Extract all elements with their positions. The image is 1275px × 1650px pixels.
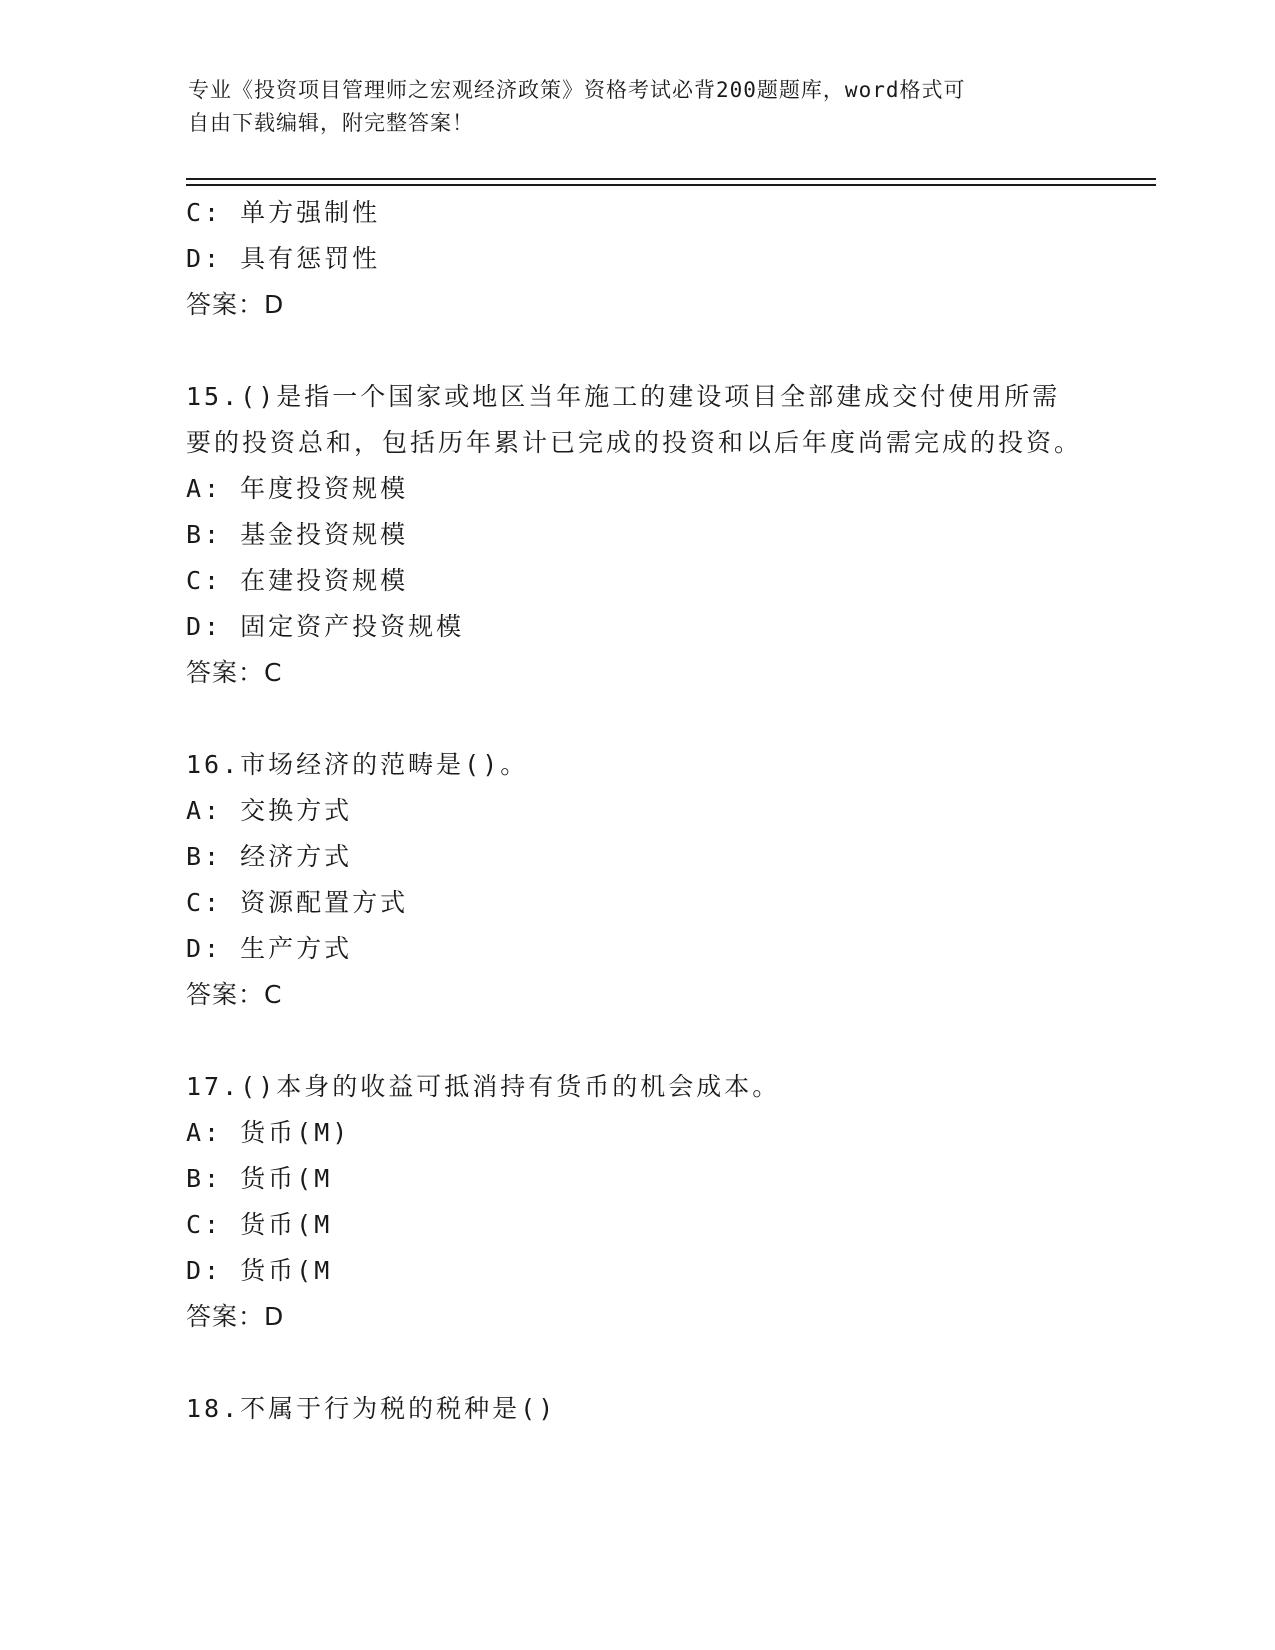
option-c: C: 在建投资规模 (186, 566, 409, 595)
option-d: D: 货币(M (186, 1256, 333, 1285)
option-b: B: 货币(M (186, 1164, 333, 1193)
option-d: D: 具有惩罚性 (186, 244, 381, 273)
option-a: A: 年度投资规模 (186, 474, 409, 503)
option-d: D: 生产方式 (186, 934, 353, 963)
page-header (188, 74, 1078, 140)
option-d: D: 固定资产投资规模 (186, 612, 465, 641)
question-18 (186, 1386, 1086, 1432)
option-c: C: 货币(M (186, 1210, 333, 1239)
header-line-1: 专业《投资项目管理师之宏观经济政策》资格考试必背200题题库，word格式可 (188, 78, 966, 102)
question-text: 17.()本身的收益可抵消持有货币的机会成本。 (186, 1072, 781, 1101)
page-content (186, 190, 1086, 1432)
header-line-2: 自由下载编辑，附完整答案！ (188, 111, 474, 135)
question-text: 18.不属于行为税的税种是() (186, 1394, 557, 1423)
question-15 (186, 374, 1086, 696)
question-16 (186, 742, 1086, 1018)
header-rule-top (186, 178, 1156, 180)
answer: 答案：D (186, 1302, 285, 1331)
question-14-continuation (186, 190, 1086, 328)
option-a: A: 交换方式 (186, 796, 353, 825)
answer: 答案：C (186, 980, 283, 1009)
answer: 答案：C (186, 658, 283, 687)
option-b: B: 基金投资规模 (186, 520, 409, 549)
answer: 答案：D (186, 290, 285, 319)
option-a: A: 货币(M) (186, 1118, 351, 1147)
option-b: B: 经济方式 (186, 842, 353, 871)
question-text: 16.市场经济的范畴是()。 (186, 750, 529, 779)
option-c: C: 资源配置方式 (186, 888, 409, 917)
question-text: 15.()是指一个国家或地区当年施工的建设项目全部建成交付使用所需要的投资总和，包括历年累计已完成的投资和以后年度尚需完成的投资。 (186, 382, 1083, 457)
header-rule-bottom (186, 184, 1156, 186)
question-17 (186, 1064, 1086, 1340)
option-c: C: 单方强制性 (186, 198, 381, 227)
